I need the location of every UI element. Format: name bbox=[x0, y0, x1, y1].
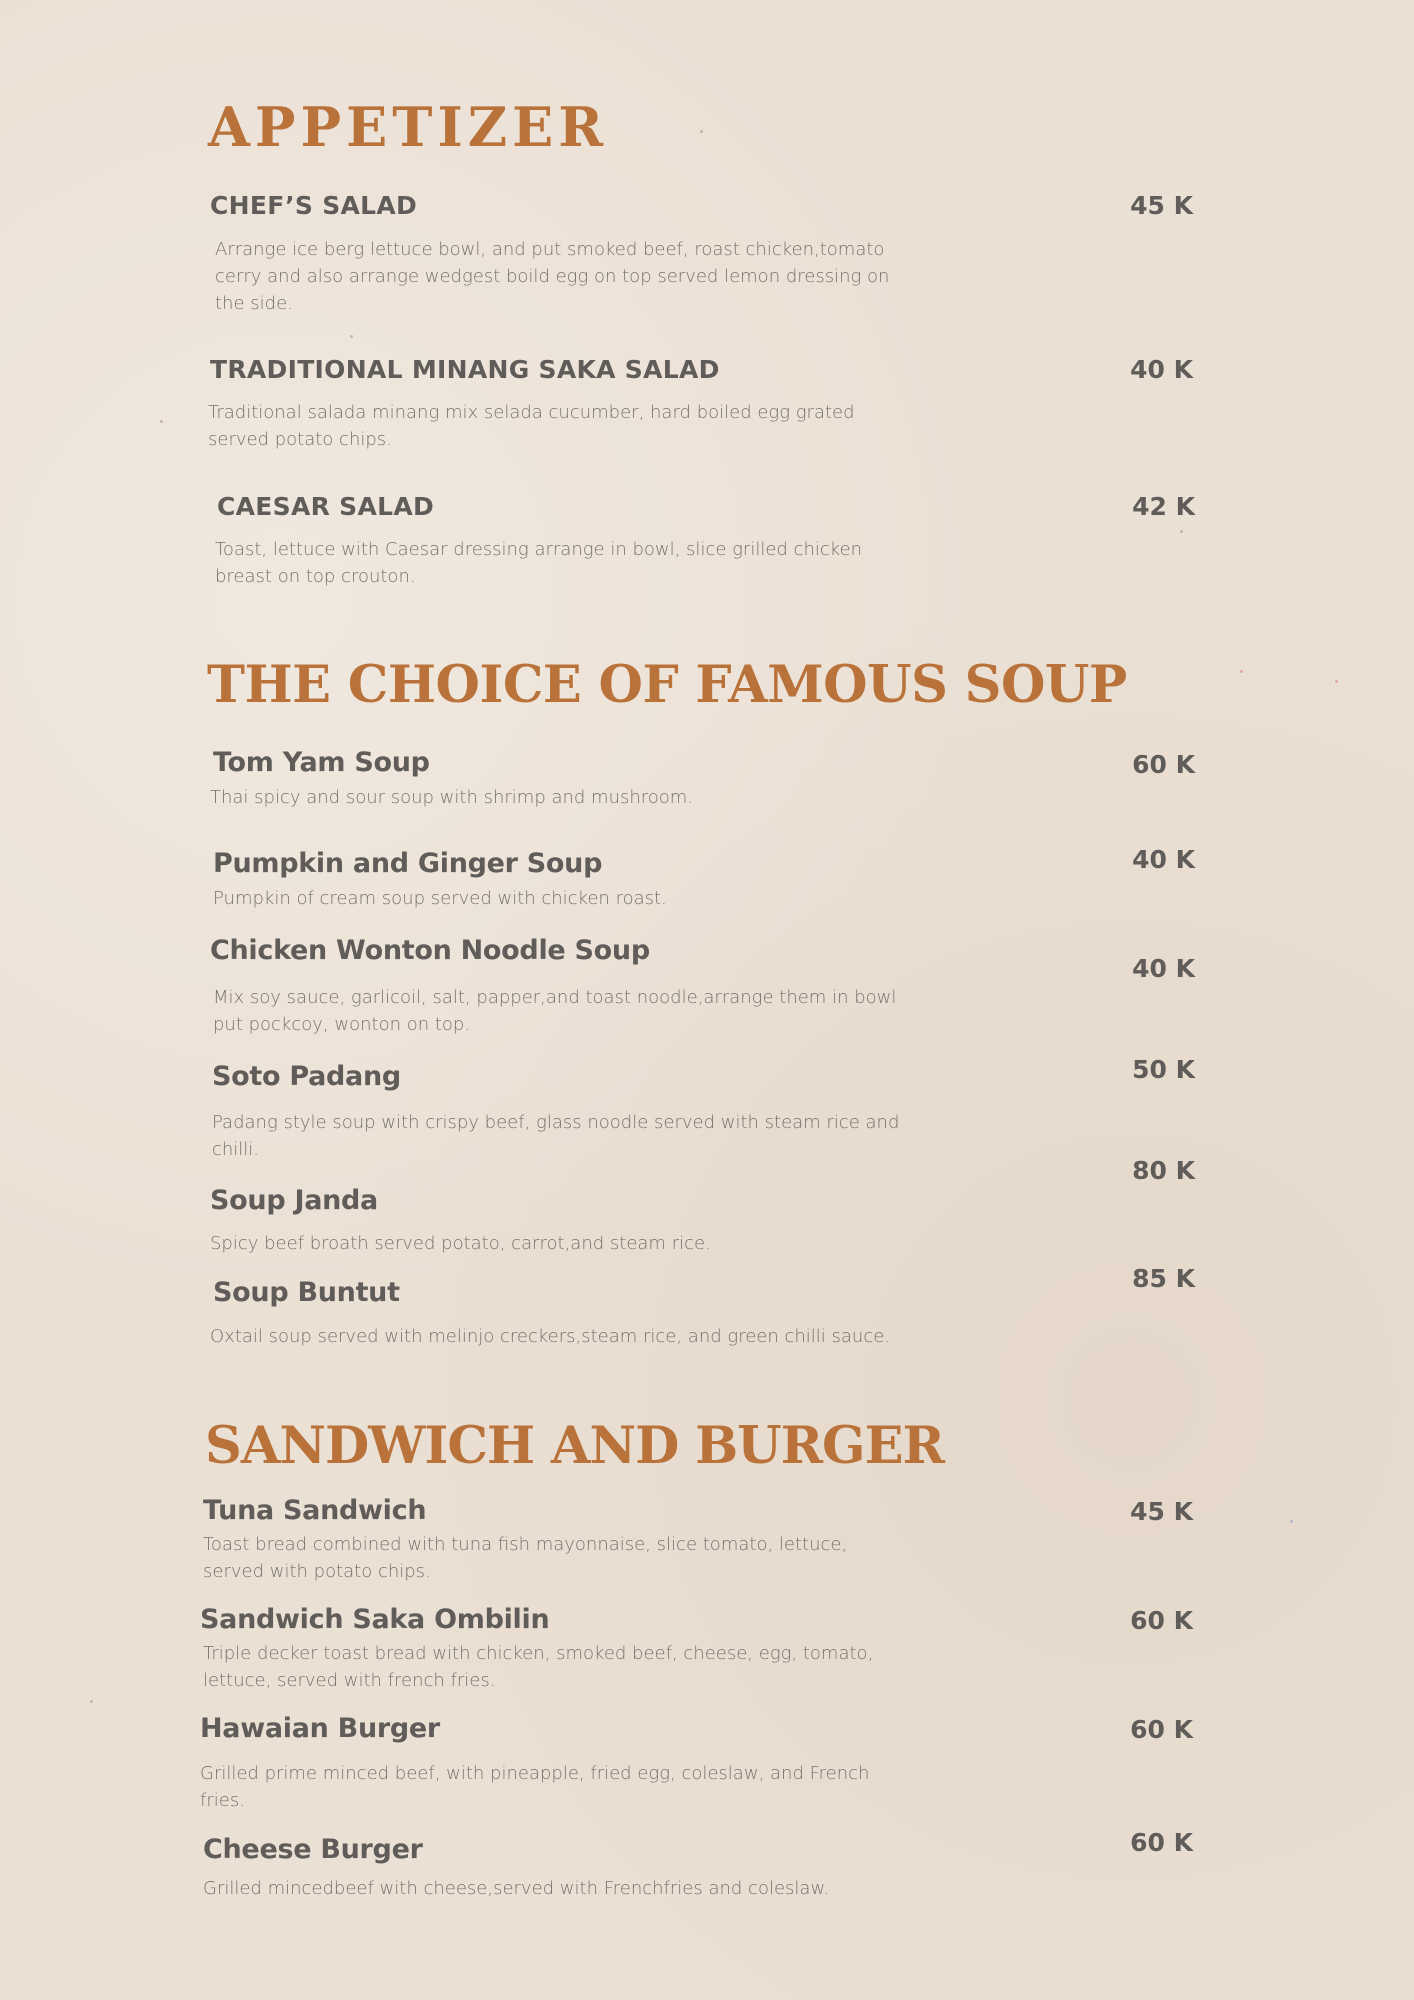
section-heading-appetizer: APPETIZER bbox=[208, 95, 609, 159]
menu-item-name: Cheese Burger bbox=[203, 1834, 423, 1865]
menu-item-name: Tom Yam Soup bbox=[213, 747, 430, 778]
menu-item-price: 45 K bbox=[1130, 191, 1193, 220]
menu-item-description: Grilled prime minced beef, with pineapple, fried egg, coleslaw, and French fries. bbox=[200, 1763, 870, 1811]
menu-item-name: CHEF’S SALAD bbox=[210, 191, 418, 220]
menu-item-description: Toast bread combined with tuna fish mayonnaise, slice tomato, lettuce, served with potato chips. bbox=[203, 1534, 848, 1582]
menu-item-price: 42 K bbox=[1132, 492, 1195, 521]
menu-item-description: Toast, lettuce with Caesar dressing arrange in bowl, slice grilled chicken breast on top crouton. bbox=[215, 539, 863, 587]
menu-item-description: Pumpkin of cream soup served with chicken roast. bbox=[213, 888, 667, 909]
menu-item-description: Spicy beef broath served potato, carrot,and steam rice. bbox=[210, 1233, 711, 1254]
menu-item-description: Thai spicy and sour soup with shrimp and mushroom. bbox=[210, 787, 694, 808]
menu-item-description: Traditional salada minang mix selada cucumber, hard boiled egg grated served potato chips. bbox=[208, 402, 855, 450]
menu-item-description: Triple decker toast bread with chicken, smoked beef, cheese, egg, tomato, lettuce, served with french fries. bbox=[203, 1643, 874, 1691]
menu-item-name: Soup Janda bbox=[210, 1185, 378, 1216]
menu-item-name: Soup Buntut bbox=[213, 1277, 400, 1308]
paper-speck bbox=[1180, 530, 1183, 533]
menu-item-description: Arrange ice berg lettuce bowl, and put smoked beef, roast chicken,tomato cerry and also arrange wedgest boild egg on top served lemon dressing on the side. bbox=[215, 239, 890, 314]
menu-item-price: 40 K bbox=[1132, 954, 1195, 983]
menu-item-price: 85 K bbox=[1132, 1264, 1195, 1293]
menu-item-name: TRADITIONAL MINANG SAKA SALAD bbox=[210, 355, 720, 384]
paper-speck bbox=[1240, 670, 1243, 673]
menu-item-description: Padang style soup with crispy beef, glass noodle served with steam rice and chilli. bbox=[212, 1112, 900, 1160]
menu-item-description: Grilled mincedbeef with cheese,served with Frenchfries and coleslaw. bbox=[203, 1878, 830, 1899]
menu-item-name: Pumpkin and Ginger Soup bbox=[213, 848, 603, 879]
menu-item-name: Tuna Sandwich bbox=[203, 1495, 427, 1526]
menu-item-price: 45 K bbox=[1130, 1497, 1193, 1526]
section-heading-sandwich-burger: SANDWICH AND BURGER bbox=[205, 1416, 944, 1476]
menu-item-price: 50 K bbox=[1132, 1055, 1195, 1084]
menu-item-price: 60 K bbox=[1130, 1828, 1193, 1857]
menu-item-price: 60 K bbox=[1130, 1715, 1193, 1744]
paper-speck bbox=[90, 1700, 93, 1703]
paper-speck bbox=[700, 130, 703, 133]
menu-item-price: 60 K bbox=[1132, 750, 1195, 779]
menu-item-price: 80 K bbox=[1132, 1156, 1195, 1185]
paper-speck bbox=[1290, 1520, 1293, 1523]
paper-speck bbox=[350, 335, 353, 338]
menu-item-price: 60 K bbox=[1130, 1606, 1193, 1635]
menu-item-description: Oxtail soup served with melinjo creckers,steam rice, and green chilli sauce. bbox=[210, 1326, 891, 1347]
menu-item-name: Sandwich Saka Ombilin bbox=[200, 1604, 550, 1635]
paper-speck bbox=[160, 420, 163, 423]
section-heading-soup: THE CHOICE OF FAMOUS SOUP bbox=[207, 655, 1127, 715]
menu-item-description: Mix soy sauce, garlicoil, salt, papper,and toast noodle,arrange them in bowl put pockcoy, wonton on top. bbox=[213, 987, 897, 1035]
menu-item-price: 40 K bbox=[1130, 355, 1193, 384]
menu-item-name: Hawaian Burger bbox=[200, 1713, 440, 1744]
paper-speck bbox=[1335, 680, 1338, 683]
menu-item-name: CAESAR SALAD bbox=[217, 492, 435, 521]
menu-item-price: 40 K bbox=[1132, 845, 1195, 874]
menu-item-name: Chicken Wonton Noodle Soup bbox=[210, 935, 650, 966]
menu-item-name: Soto Padang bbox=[212, 1061, 401, 1092]
